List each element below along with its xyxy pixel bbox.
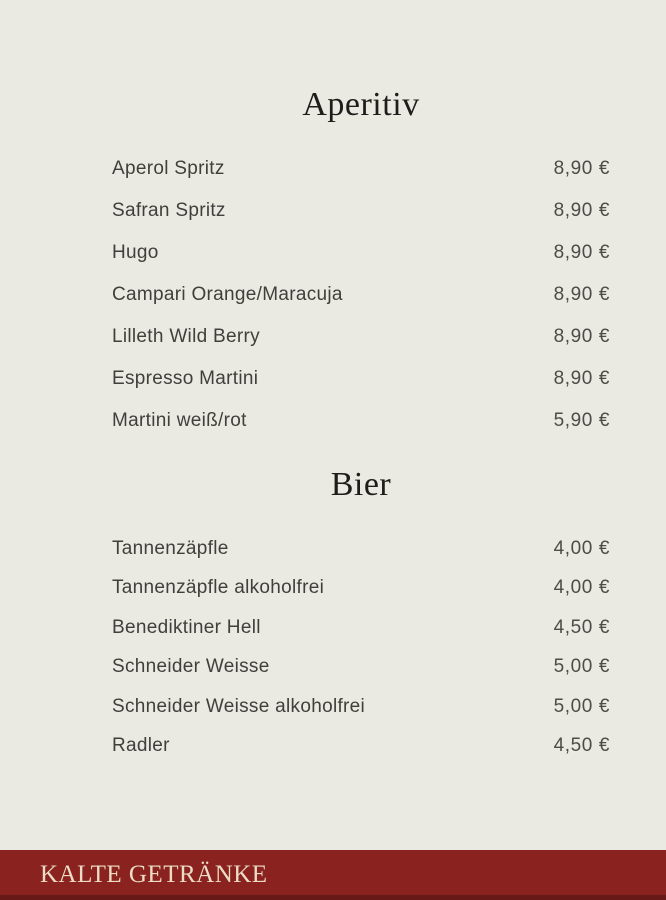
- item-name: Lilleth Wild Berry: [112, 326, 260, 347]
- kalte-getraenke-banner: [0, 850, 666, 900]
- item-name: Tannenzäpfle: [112, 537, 229, 559]
- section-title-bier: Bier: [330, 466, 392, 503]
- item-price: 8,90 €: [553, 326, 610, 347]
- menu-row: [112, 569, 610, 609]
- menu-row: [112, 148, 610, 190]
- item-price: 4,50 €: [553, 735, 610, 757]
- menu-row: [112, 727, 610, 767]
- item-name: Radler: [112, 735, 170, 757]
- item-price: 8,90 €: [553, 368, 610, 389]
- item-name: Benediktiner Hell: [112, 616, 261, 638]
- item-name: Espresso Martini: [112, 368, 259, 389]
- menu-row: [112, 232, 610, 274]
- item-name: Safran Spritz: [112, 200, 226, 221]
- item-price: 5,90 €: [553, 410, 610, 431]
- bier-list: [112, 529, 610, 766]
- menu-row: [112, 274, 610, 316]
- menu-row: [112, 648, 610, 688]
- menu-content: [112, 0, 610, 900]
- kalte-getraenke-label: KALTE GETRÄNKE: [40, 861, 268, 888]
- item-name: Schneider Weisse: [112, 656, 270, 678]
- item-price: 4,50 €: [553, 616, 610, 638]
- aperitiv-list: [112, 148, 610, 442]
- menu-row: [112, 400, 610, 442]
- item-name: Aperol Spritz: [112, 158, 225, 179]
- item-price: 5,00 €: [553, 656, 610, 678]
- menu-row: [112, 316, 610, 358]
- item-name: Tannenzäpfle alkoholfrei: [112, 577, 325, 599]
- item-price: 4,00 €: [553, 577, 610, 599]
- item-price: 5,00 €: [553, 695, 610, 717]
- menu-row: [112, 358, 610, 400]
- section-title-aperitiv: Aperitiv: [302, 86, 420, 123]
- item-name: Martini weiß/rot: [112, 410, 247, 431]
- item-price: 4,00 €: [553, 537, 610, 559]
- menu-row: [112, 190, 610, 232]
- item-price: 8,90 €: [553, 158, 610, 179]
- item-price: 8,90 €: [553, 284, 610, 305]
- item-name: Campari Orange/Maracuja: [112, 284, 343, 305]
- menu-row: [112, 687, 610, 727]
- menu-row: [112, 608, 610, 648]
- menu-row: [112, 529, 610, 569]
- item-price: 8,90 €: [553, 200, 610, 221]
- item-name: Hugo: [112, 242, 159, 263]
- item-name: Schneider Weisse alkoholfrei: [112, 695, 366, 717]
- item-price: 8,90 €: [553, 242, 610, 263]
